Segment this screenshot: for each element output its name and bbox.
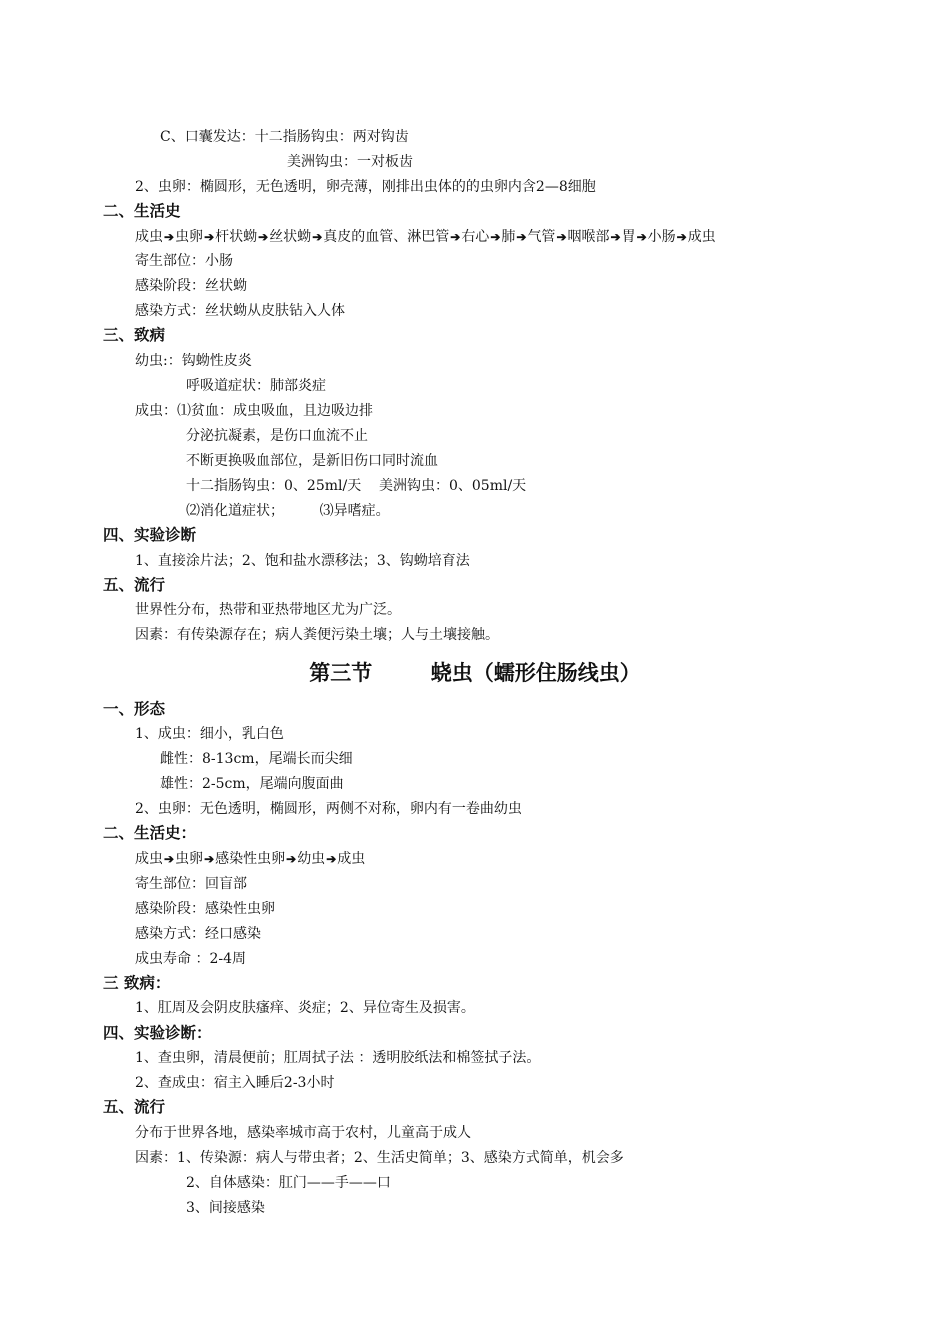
epidemiology-line-1b: 分布于世界各地，感染率城市高于农村，儿童高于成人 — [135, 1125, 471, 1141]
cycle-stage: 虫卵 — [175, 229, 204, 245]
epidemiology-line-2b: 因素：1、传染源：病人与带虫者；2、生活史简单；3、感染方式简单，机会多 — [135, 1150, 624, 1166]
pathogenesis-line: 1、肛周及会阴皮肤瘙痒、炎症；2、异位寄生及损害。 — [135, 1000, 475, 1016]
heading-diagnosis: 四、实验诊断 — [103, 526, 197, 544]
arrow-icon: ➔ — [490, 230, 501, 244]
infective-stage-2: 感染阶段：感染性虫卵 — [135, 901, 275, 917]
arrow-icon: ➔ — [164, 230, 175, 244]
adult-line-2: 分泌抗凝素，是伤口血流不止 — [186, 428, 368, 444]
adult-line-3: 不断更换吸血部位，是新旧伤口同时流血 — [186, 453, 438, 469]
cycle-stage: 成虫 — [135, 229, 163, 245]
heading-life-cycle: 二、生活史 — [103, 202, 181, 220]
egg-description: 2、虫卵：椭圆形，无色透明，卵壳薄，刚排出虫体的的虫卵内含2—8细胞 — [135, 179, 596, 195]
heading-pathogenesis-2: 三 致病： — [103, 974, 171, 992]
cycle-stage: 气管 — [527, 229, 556, 245]
infection-route-2: 感染方式：经口感染 — [135, 926, 261, 942]
arrow-icon: ➔ — [164, 852, 175, 866]
adult-line-4: 十二指肠钩虫：0、25ml/天 美洲钩虫：0、05ml/天 — [186, 478, 527, 494]
heading-epidemiology-2: 五、流行 — [103, 1098, 166, 1116]
cycle-stage: 杆状蚴 — [215, 229, 258, 245]
epidemiology-line-4b: 3、间接感染 — [186, 1200, 265, 1216]
morphology-line-1: 1、成虫：细小，乳白色 — [135, 726, 284, 742]
arrow-icon: ➔ — [204, 852, 215, 866]
adult-lifespan: 成虫寿命 ：2-4周 — [135, 951, 246, 967]
heading-diagnosis-2: 四、实验诊断： — [103, 1024, 212, 1042]
heading-morphology: 一、形态 — [103, 700, 166, 718]
arrow-icon: ➔ — [636, 230, 647, 244]
necator-mouth-line: 美洲钩虫：一对板齿 — [287, 154, 413, 170]
life-cycle-chain — [135, 227, 716, 247]
cycle-stage: 右心 — [461, 229, 490, 245]
adult-line-1: 成虫：⑴贫血：成虫吸血，且边吸边排 — [135, 403, 373, 419]
arrow-icon: ➔ — [676, 230, 687, 244]
cycle-stage: 成虫 — [337, 851, 366, 867]
cycle-stage: 成虫 — [135, 851, 163, 867]
parasitic-site: 寄生部位：小肠 — [135, 253, 233, 269]
larva-line-2: 呼吸道症状：肺部炎症 — [186, 378, 326, 394]
cycle-stage: 幼虫 — [297, 851, 326, 867]
cycle-stage: 真皮的血管、淋巴管 — [323, 229, 450, 245]
infective-stage: 感染阶段：丝状蚴 — [135, 278, 247, 294]
morphology-line-4: 2、虫卵：无色透明，椭圆形，两侧不对称，卵内有一卷曲幼虫 — [135, 801, 522, 817]
heading-life-cycle-2: 二、生活史： — [103, 824, 197, 842]
morphology-line-3: 雄性：2-5cm，尾端向腹面曲 — [160, 776, 344, 792]
arrow-icon: ➔ — [312, 230, 323, 244]
epidemiology-line-1: 世界性分布，热带和亚热带地区尤为广泛。 — [135, 602, 401, 618]
life-cycle-chain-2 — [135, 849, 365, 869]
cycle-stage: 虫卵 — [175, 851, 204, 867]
diagnosis-line-2: 2、查成虫：宿主入睡后2-3小时 — [135, 1075, 335, 1091]
arrow-icon: ➔ — [286, 852, 297, 866]
diagnosis-line-1: 1、查虫卵，清晨便前；肛周拭子法 ：透明胶纸法和棉签拭子法。 — [135, 1050, 541, 1066]
infection-route: 感染方式：丝状蚴从皮肤钻入人体 — [135, 303, 345, 319]
arrow-icon: ➔ — [610, 230, 621, 244]
cycle-stage: 咽喉部 — [567, 229, 610, 245]
epidemiology-line-3b: 2、自体感染：肛门——手——口 — [186, 1175, 391, 1191]
cycle-stage: 小肠 — [647, 229, 676, 245]
section-title: 第三节 蛲虫（蠕形住肠线虫） — [309, 661, 641, 685]
diagnosis-methods: 1、直接涂片法；2、饱和盐水漂移法；3、钩蚴培育法 — [135, 553, 470, 569]
cycle-stage: 肺 — [501, 229, 516, 245]
arrow-icon: ➔ — [326, 852, 337, 866]
arrow-icon: ➔ — [516, 230, 527, 244]
arrow-icon: ➔ — [450, 230, 461, 244]
heading-epidemiology: 五、流行 — [103, 576, 166, 594]
arrow-icon: ➔ — [556, 230, 567, 244]
heading-pathogenesis: 三、致病 — [103, 326, 166, 344]
cycle-stage: 成虫 — [687, 229, 716, 245]
cycle-stage: 胃 — [621, 229, 636, 245]
parasitic-site-2: 寄生部位：回盲部 — [135, 876, 247, 892]
larva-line-1: 幼虫:：钩蚴性皮炎 — [135, 353, 252, 369]
morphology-line-2: 雌性：8-13cm，尾端长而尖细 — [160, 751, 353, 767]
cycle-stage: 丝状蚴 — [269, 229, 312, 245]
arrow-icon: ➔ — [258, 230, 269, 244]
epidemiology-line-2: 因素：有传染源存在；病人粪便污染土壤；人与土壤接触。 — [135, 627, 499, 643]
adult-line-5: ⑵消化道症状； ⑶异嗜症。 — [186, 503, 390, 519]
mouth-capsule-line: C、口囊发达：十二指肠钩虫：两对钩齿 — [160, 129, 409, 145]
cycle-stage: 感染性虫卵 — [215, 851, 286, 867]
arrow-icon: ➔ — [204, 230, 215, 244]
